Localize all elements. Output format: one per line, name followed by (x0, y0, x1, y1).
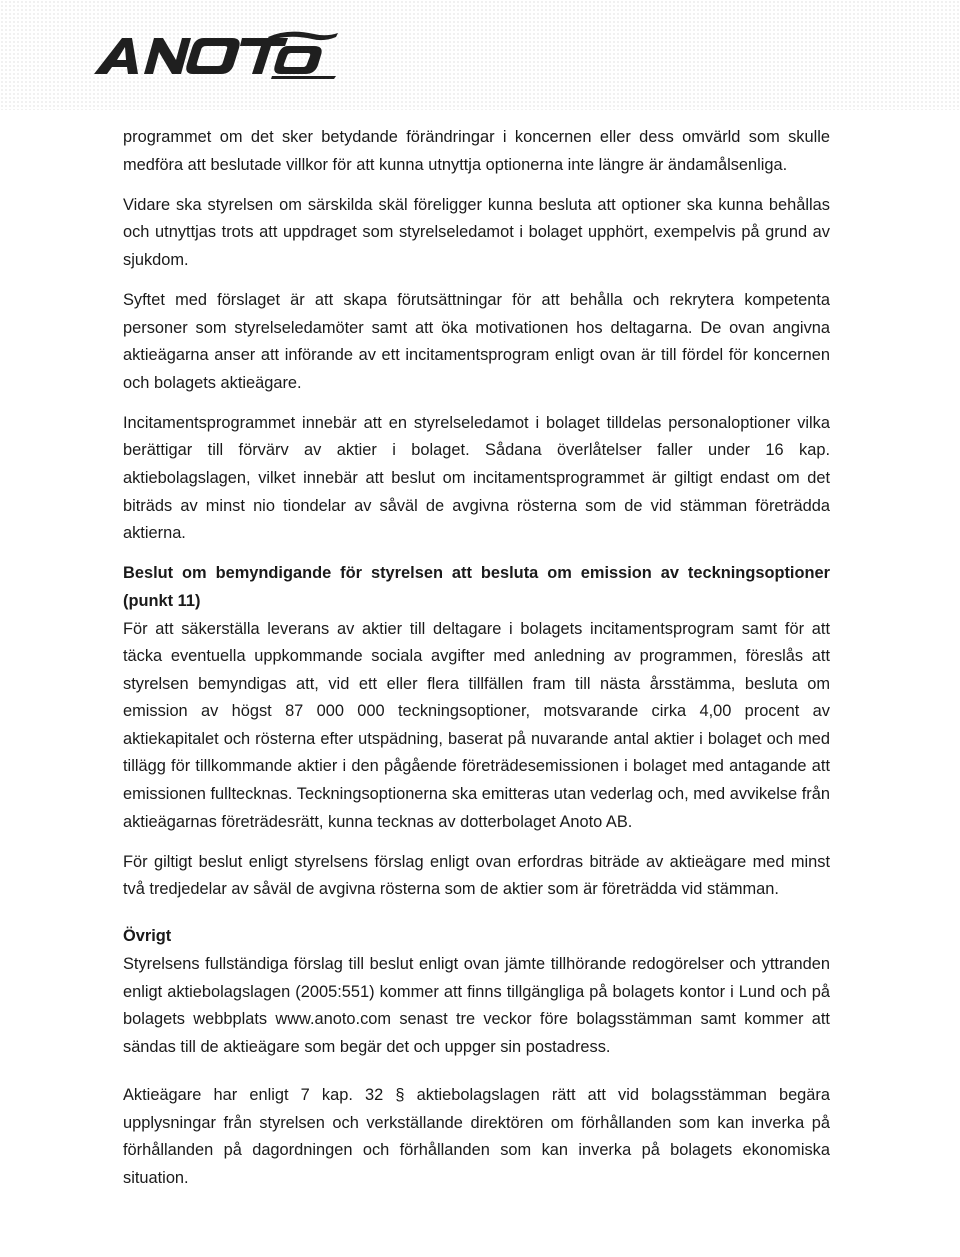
paragraph-shareholder-rights: Aktieägare har enligt 7 kap. 32 § aktiebolagslagen rätt att vid bolagsstämman begära upplysningar från styrelsen och verkställande direktören om förhållanden som kan inverka på förhållanden på dagordningen och förhållanden som kan inverka på bolagets ekonomiska situation. (123, 1085, 830, 1187)
paragraph-full-proposal: Styrelsens fullständiga förslag till beslut enligt ovan jämte tillhörande redogörelser och yttranden enligt aktiebolagslagen (2005:551) kommer att finns tillgängliga på bolagets kontor i Lund och på bolagets webbplats www.anoto.com senast tre veckor före bolagsstämman samt kommer att sändas till de aktieägare som begär det och uppger sin postadress. (123, 955, 830, 1056)
anoto-logo (92, 30, 342, 80)
paragraph-incentive-program: Incitamentsprogrammet innebär att en styrelseledamot i bolaget tilldelas personaloptioner vilka berättigar till förvärv av aktier i bolaget. Sådana överlåtelser faller under 16 kap. aktiebolagslagen, vilket innebär att beslut om incitamentsprogrammet är giltigt endast om det biträds av minst nio tiondelar av såväl de avgivna rösterna som de vid stämman företrädda aktierna. (123, 413, 830, 543)
paragraph-retain-options: Vidare ska styrelsen om särskilda skäl föreligger kunna besluta att optioner ska kunna behållas och utnyttjas trots att uppdraget som styrelseledamot i bolaget upphört, exempelvis på grund av sjukdom. (123, 195, 830, 269)
section-heading-ovrigt: Övrigt (123, 927, 172, 946)
paragraph-majority-requirement: För giltigt beslut enligt styrelsens förslag enligt ovan erfordras biträde av aktieägare med minst två tredjedelar av såväl de avgivna rösterna som de aktier som är företrädda vid stämman. (123, 852, 830, 899)
paragraph-purpose: Syftet med förslaget är att skapa förutsättningar för att behålla och rekrytera kompetenta personer som styrelseledamöter samt att öka motivationen hos deltagarna. De ovan angivna aktieägarna anser att införande av ett incitamentsprogram enligt ovan är till fördel för koncernen och bolagets aktieägare. (123, 290, 830, 392)
anoto-logo-icon (92, 30, 342, 80)
document-body (123, 124, 830, 1192)
paragraph-options-conditions: programmet om det sker betydande förändringar i koncernen eller dess omvärld som skulle medföra att beslutade villkor för att kunna utnyttja optionerna inte längre är ändamålsenliga. (123, 128, 830, 174)
paragraph-warrant-issue: För att säkerställa leverans av aktier till deltagare i bolagets incitamentsprogram samt för att täcka eventuella uppkommande sociala avgifter med anledning av programmen, föreslås att styrelsen bemyndigas att, vid ett eller flera tillfällen fram till nästa årsstämma, besluta om emission av högst 87 000 000 teckningsoptioner, motsvarande cirka 4,00 procent av aktiekapitalet och rösterna efter utspädning, baserat på nuvarande antal aktier i bolaget och med tillägg för tillkommande aktier i den pågående företrädesemissionen i bolaget med antagande att emissionen fulltecknas. Teckningsoptionerna ska emitteras utan vederlag och, med avvikelse från aktieägarnas företrädesrätt, kunna tecknas av dotterbolaget Anoto AB. (123, 619, 830, 831)
section-heading-punkt-11: Beslut om bemyndigande för styrelsen att besluta om emission av teckningsoptioner (punkt 11) (123, 564, 830, 610)
